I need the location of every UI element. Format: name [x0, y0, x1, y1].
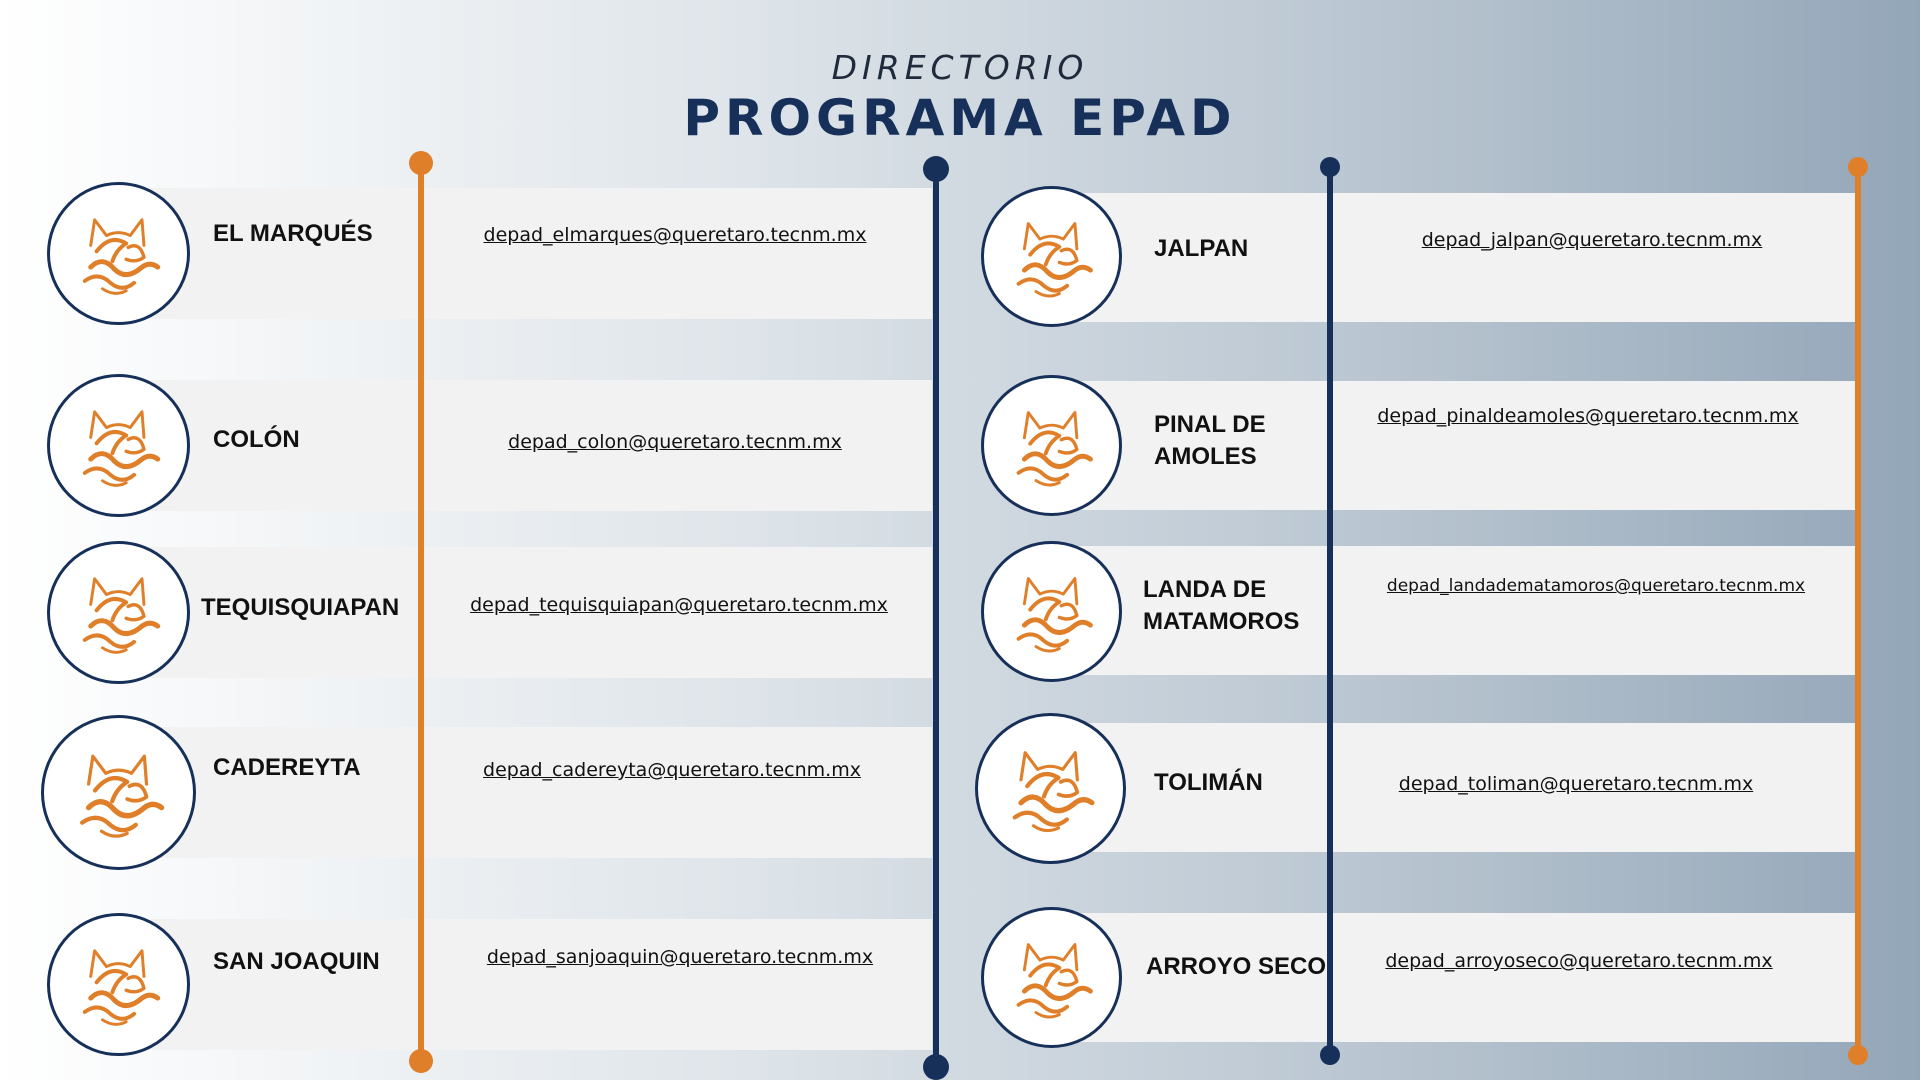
divider-dot — [923, 1054, 949, 1080]
email-link[interactable]: depad_landadematamoros@queretaro.tecnm.mx — [1386, 576, 1806, 596]
email-link[interactable]: depad_jalpan@queretaro.tecnm.mx — [1421, 229, 1763, 251]
divider-dot — [1848, 157, 1868, 177]
email-link[interactable]: depad_tequisquiapan@queretaro.tecnm.mx — [470, 594, 888, 616]
fox-logo-icon — [47, 541, 190, 684]
divider-dot — [923, 156, 949, 182]
divider-dot — [1320, 1045, 1340, 1065]
email-link[interactable]: depad_pinaldeamoles@queretaro.tecnm.mx — [1377, 405, 1799, 427]
campus-name: LANDA DE MATAMOROS — [1143, 576, 1300, 635]
campus-name: SAN JOAQUIN — [213, 948, 380, 975]
fox-logo-icon — [981, 907, 1122, 1048]
email-link[interactable]: depad_toliman@queretaro.tecnm.mx — [1398, 773, 1754, 795]
fox-logo-icon — [981, 375, 1122, 516]
campus-name: TEQUISQUIAPAN — [201, 594, 400, 621]
campus-name: PINAL DE AMOLES — [1154, 411, 1266, 470]
campus-name: EL MARQUÉS — [213, 220, 373, 247]
row-background — [120, 727, 932, 858]
page-title: PROGRAMA EPAD — [683, 89, 1237, 147]
divider-dot — [409, 1049, 433, 1073]
email-link[interactable]: depad_sanjoaquin@queretaro.tecnm.mx — [486, 946, 874, 968]
fox-logo-icon — [47, 913, 190, 1056]
fox-logo-icon — [981, 186, 1122, 327]
email-link[interactable]: depad_cadereyta@queretaro.tecnm.mx — [483, 759, 861, 781]
fox-logo-icon — [981, 541, 1122, 682]
fox-logo-icon — [47, 374, 190, 517]
campus-name: JALPAN — [1154, 235, 1249, 262]
fox-logo-icon — [41, 715, 196, 870]
page-subtitle: DIRECTORIO — [831, 48, 1089, 87]
divider-line-navy — [1327, 166, 1333, 1054]
divider-line-orange — [1855, 166, 1861, 1054]
campus-name: TOLIMÁN — [1154, 769, 1263, 796]
divider-dot — [1320, 157, 1340, 177]
divider-line-navy — [933, 168, 939, 1066]
email-link[interactable]: depad_arroyoseco@queretaro.tecnm.mx — [1385, 950, 1773, 972]
row-background — [120, 919, 932, 1050]
fox-logo-icon — [975, 713, 1126, 864]
header — [0, 48, 1920, 148]
campus-name: COLÓN — [213, 426, 300, 453]
email-link[interactable]: depad_elmarques@queretaro.tecnm.mx — [483, 224, 867, 246]
campus-name: CADEREYTA — [213, 754, 361, 781]
divider-line-orange — [418, 163, 424, 1061]
fox-logo-icon — [47, 182, 190, 325]
campus-name: ARROYO SECO — [1146, 953, 1327, 980]
row-background — [120, 188, 932, 319]
divider-dot — [1848, 1045, 1868, 1065]
email-link[interactable]: depad_colon@queretaro.tecnm.mx — [508, 431, 842, 453]
divider-dot — [409, 151, 433, 175]
